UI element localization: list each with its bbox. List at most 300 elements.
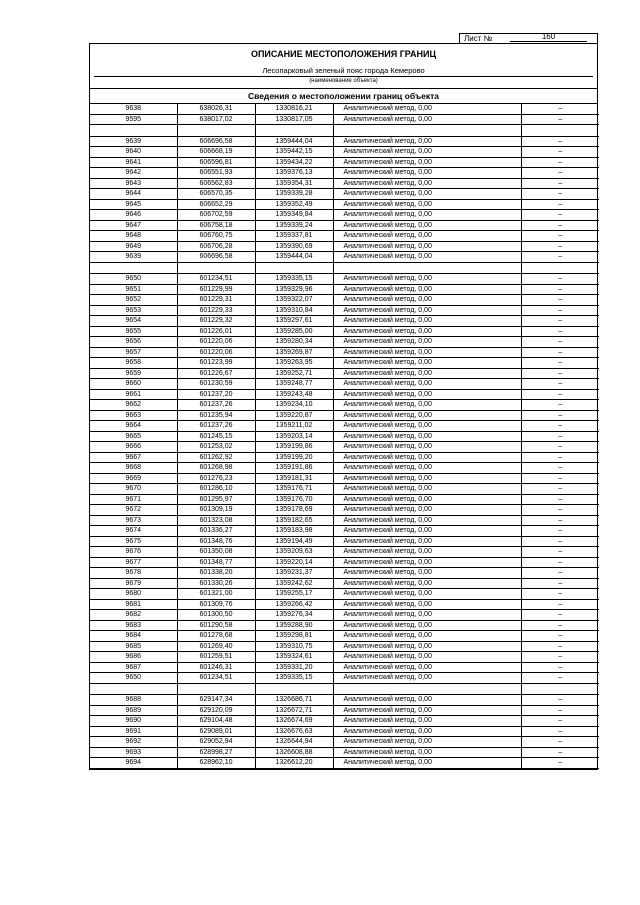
note-cell: – — [521, 347, 599, 358]
point-number-cell: 9689 — [90, 705, 177, 716]
note-cell: – — [521, 620, 599, 631]
x-coordinate-cell: 601229,31 — [177, 295, 255, 306]
table-row — [90, 631, 599, 642]
y-coordinate-cell: 1326608,88 — [255, 747, 333, 758]
x-coordinate-cell: 628962,10 — [177, 758, 255, 769]
note-cell: – — [521, 505, 599, 516]
point-number-cell: 9691 — [90, 726, 177, 737]
method-cell: Аналитический метод, 0,00 — [333, 241, 521, 252]
table-row — [90, 758, 599, 769]
point-number-cell: 9644 — [90, 189, 177, 200]
point-number-cell: 9694 — [90, 758, 177, 769]
note-cell: – — [521, 547, 599, 558]
x-coordinate-cell: 601229,99 — [177, 284, 255, 295]
x-coordinate-cell: 601226,67 — [177, 368, 255, 379]
point-number-cell: 9683 — [90, 620, 177, 631]
point-number-cell: 9657 — [90, 347, 177, 358]
table-row — [90, 104, 599, 114]
y-coordinate-cell: 1359176,70 — [255, 494, 333, 505]
method-cell: Аналитический метод, 0,00 — [333, 379, 521, 390]
table-row — [90, 673, 599, 684]
note-cell: – — [521, 641, 599, 652]
x-coordinate-cell: 601253,02 — [177, 442, 255, 453]
x-coordinate-cell: 629089,01 — [177, 726, 255, 737]
method-cell: Аналитический метод, 0,00 — [333, 557, 521, 568]
point-number-cell: 9654 — [90, 316, 177, 327]
x-coordinate-cell: 601223,99 — [177, 358, 255, 369]
y-coordinate-cell: 1359335,15 — [255, 274, 333, 285]
note-cell: – — [521, 484, 599, 495]
empty-cell — [177, 125, 255, 137]
point-number-cell: 9684 — [90, 631, 177, 642]
method-cell: Аналитический метод, 0,00 — [333, 147, 521, 158]
document-title: ОПИСАНИЕ МЕСТОПОЛОЖЕНИЯ ГРАНИЦ — [250, 49, 437, 59]
empty-cell — [521, 125, 599, 137]
point-number-cell: 9666 — [90, 442, 177, 453]
table-row — [90, 494, 599, 505]
note-cell: – — [521, 168, 599, 179]
note-cell: – — [521, 210, 599, 221]
section-subtitle: Сведения о местоположении границ объекта — [90, 88, 597, 104]
note-cell: – — [521, 631, 599, 642]
y-coordinate-cell: 1359269,87 — [255, 347, 333, 358]
empty-cell — [521, 262, 599, 274]
point-number-cell: 9650 — [90, 274, 177, 285]
note-cell: – — [521, 705, 599, 716]
table-row — [90, 652, 599, 663]
method-cell: Аналитический метод, 0,00 — [333, 358, 521, 369]
y-coordinate-cell: 1359248,77 — [255, 379, 333, 390]
separator-row — [90, 262, 599, 274]
point-number-cell: 9664 — [90, 421, 177, 432]
table-row — [90, 114, 599, 125]
y-coordinate-cell: 1359220,14 — [255, 557, 333, 568]
y-coordinate-cell: 1359354,31 — [255, 178, 333, 189]
table-row — [90, 620, 599, 631]
table-row — [90, 568, 599, 579]
y-coordinate-cell: 1359352,49 — [255, 199, 333, 210]
point-number-cell: 9693 — [90, 747, 177, 758]
empty-cell — [333, 683, 521, 695]
sheet-number-value: 160 — [510, 33, 587, 42]
method-cell: Аналитический метод, 0,00 — [333, 410, 521, 421]
x-coordinate-cell: 601348,76 — [177, 536, 255, 547]
table-row — [90, 284, 599, 295]
point-number-cell: 9651 — [90, 284, 177, 295]
table-row — [90, 379, 599, 390]
note-cell: – — [521, 274, 599, 285]
y-coordinate-cell: 1359266,42 — [255, 599, 333, 610]
x-coordinate-cell: 606696,58 — [177, 252, 255, 263]
note-cell: – — [521, 673, 599, 684]
method-cell: Аналитический метод, 0,00 — [333, 452, 521, 463]
note-cell: – — [521, 737, 599, 748]
note-cell: – — [521, 295, 599, 306]
y-coordinate-cell: 1359234,10 — [255, 400, 333, 411]
method-cell: Аналитический метод, 0,00 — [333, 104, 521, 114]
point-number-cell: 9670 — [90, 484, 177, 495]
table-row — [90, 705, 599, 716]
x-coordinate-cell: 601220,06 — [177, 347, 255, 358]
y-coordinate-cell: 1359183,98 — [255, 526, 333, 537]
point-number-cell: 9650 — [90, 673, 177, 684]
y-coordinate-cell: 1359442,15 — [255, 147, 333, 158]
x-coordinate-cell: 601309,76 — [177, 599, 255, 610]
x-coordinate-cell: 601230,59 — [177, 379, 255, 390]
y-coordinate-cell: 1359297,61 — [255, 316, 333, 327]
x-coordinate-cell: 629104,48 — [177, 716, 255, 727]
table-row — [90, 578, 599, 589]
x-coordinate-cell: 601259,51 — [177, 652, 255, 663]
point-number-cell: 9656 — [90, 337, 177, 348]
y-coordinate-cell: 1359181,31 — [255, 473, 333, 484]
x-coordinate-cell: 601237,26 — [177, 421, 255, 432]
table-row — [90, 421, 599, 432]
y-coordinate-cell: 1359243,48 — [255, 389, 333, 400]
method-cell: Аналитический метод, 0,00 — [333, 136, 521, 147]
empty-cell — [255, 262, 333, 274]
table-row — [90, 463, 599, 474]
y-coordinate-cell: 1359288,90 — [255, 620, 333, 631]
note-cell: – — [521, 421, 599, 432]
point-number-cell: 9640 — [90, 147, 177, 158]
point-number-cell: 9649 — [90, 241, 177, 252]
note-cell: – — [521, 568, 599, 579]
method-cell: Аналитический метод, 0,00 — [333, 316, 521, 327]
note-cell: – — [521, 389, 599, 400]
x-coordinate-cell: 601262,92 — [177, 452, 255, 463]
note-cell: – — [521, 400, 599, 411]
method-cell: Аналитический метод, 0,00 — [333, 673, 521, 684]
note-cell: – — [521, 599, 599, 610]
note-cell: – — [521, 358, 599, 369]
table-row — [90, 358, 599, 369]
method-cell: Аналитический метод, 0,00 — [333, 400, 521, 411]
y-coordinate-cell: 1326612,20 — [255, 758, 333, 769]
method-cell: Аналитический метод, 0,00 — [333, 589, 521, 600]
note-cell: – — [521, 231, 599, 242]
x-coordinate-cell: 601246,31 — [177, 662, 255, 673]
y-coordinate-cell: 1359199,20 — [255, 452, 333, 463]
empty-cell — [90, 683, 177, 695]
table-row — [90, 189, 599, 200]
table-row — [90, 473, 599, 484]
x-coordinate-cell: 606652,29 — [177, 199, 255, 210]
point-number-cell: 9688 — [90, 695, 177, 706]
x-coordinate-cell: 601286,10 — [177, 484, 255, 495]
point-number-cell: 9641 — [90, 157, 177, 168]
y-coordinate-cell: 1326686,71 — [255, 695, 333, 706]
method-cell: Аналитический метод, 0,00 — [333, 758, 521, 769]
point-number-cell: 9672 — [90, 505, 177, 516]
point-number-cell: 9643 — [90, 178, 177, 189]
point-number-cell: 9639 — [90, 136, 177, 147]
table-row — [90, 452, 599, 463]
table-row — [90, 274, 599, 285]
note-cell: – — [521, 326, 599, 337]
table-row — [90, 347, 599, 358]
table-row — [90, 557, 599, 568]
y-coordinate-cell: 1359182,65 — [255, 515, 333, 526]
note-cell: – — [521, 410, 599, 421]
method-cell: Аналитический метод, 0,00 — [333, 274, 521, 285]
x-coordinate-cell: 601323,08 — [177, 515, 255, 526]
x-coordinate-cell: 601321,00 — [177, 589, 255, 600]
note-cell: – — [521, 136, 599, 147]
table-row — [90, 737, 599, 748]
method-cell: Аналитический метод, 0,00 — [333, 536, 521, 547]
note-cell: – — [521, 662, 599, 673]
empty-cell — [177, 262, 255, 274]
table-row — [90, 726, 599, 737]
empty-cell — [90, 125, 177, 137]
method-cell: Аналитический метод, 0,00 — [333, 305, 521, 316]
note-cell: – — [521, 536, 599, 547]
point-number-cell: 9652 — [90, 295, 177, 306]
empty-cell — [333, 125, 521, 137]
method-cell: Аналитический метод, 0,00 — [333, 631, 521, 642]
note-cell: – — [521, 726, 599, 737]
point-number-cell: 9647 — [90, 220, 177, 231]
note-cell: – — [521, 241, 599, 252]
note-cell: – — [521, 305, 599, 316]
method-cell: Аналитический метод, 0,00 — [333, 610, 521, 621]
x-coordinate-cell: 601338,20 — [177, 568, 255, 579]
y-coordinate-cell: 1359276,34 — [255, 610, 333, 621]
note-cell: – — [521, 463, 599, 474]
note-cell: – — [521, 157, 599, 168]
y-coordinate-cell: 1359176,71 — [255, 484, 333, 495]
x-coordinate-cell: 606596,81 — [177, 157, 255, 168]
note-cell: – — [521, 189, 599, 200]
x-coordinate-cell: 601268,98 — [177, 463, 255, 474]
method-cell: Аналитический метод, 0,00 — [333, 168, 521, 179]
y-coordinate-cell: 1326676,63 — [255, 726, 333, 737]
point-number-cell: 9660 — [90, 379, 177, 390]
x-coordinate-cell: 601350,08 — [177, 547, 255, 558]
table-row — [90, 241, 599, 252]
x-coordinate-cell: 606706,28 — [177, 241, 255, 252]
note-cell: – — [521, 199, 599, 210]
note-cell: – — [521, 368, 599, 379]
table-row — [90, 536, 599, 547]
y-coordinate-cell: 1359298,81 — [255, 631, 333, 642]
point-number-cell: 9646 — [90, 210, 177, 221]
note-cell: – — [521, 442, 599, 453]
table-row — [90, 526, 599, 537]
note-cell: – — [521, 316, 599, 327]
note-cell: – — [521, 695, 599, 706]
table-row — [90, 316, 599, 327]
method-cell: Аналитический метод, 0,00 — [333, 695, 521, 706]
point-number-cell: 9686 — [90, 652, 177, 663]
y-coordinate-cell: 1359285,00 — [255, 326, 333, 337]
x-coordinate-cell: 601229,33 — [177, 305, 255, 316]
point-number-cell: 9642 — [90, 168, 177, 179]
note-cell: – — [521, 114, 599, 125]
x-coordinate-cell: 601245,15 — [177, 431, 255, 442]
table-row — [90, 442, 599, 453]
x-coordinate-cell: 601229,32 — [177, 316, 255, 327]
table-row — [90, 147, 599, 158]
point-number-cell: 9671 — [90, 494, 177, 505]
method-cell: Аналитический метод, 0,00 — [333, 578, 521, 589]
table-row — [90, 231, 599, 242]
method-cell: Аналитический метод, 0,00 — [333, 494, 521, 505]
x-coordinate-cell: 601336,27 — [177, 526, 255, 537]
point-number-cell: 9658 — [90, 358, 177, 369]
point-number-cell: 9669 — [90, 473, 177, 484]
y-coordinate-cell: 1359252,71 — [255, 368, 333, 379]
table-row — [90, 610, 599, 621]
y-coordinate-cell: 1330817,05 — [255, 114, 333, 125]
table-row — [90, 295, 599, 306]
y-coordinate-cell: 1359211,02 — [255, 421, 333, 432]
point-number-cell: 9659 — [90, 368, 177, 379]
point-number-cell: 9692 — [90, 737, 177, 748]
method-cell: Аналитический метод, 0,00 — [333, 157, 521, 168]
method-cell: Аналитический метод, 0,00 — [333, 620, 521, 631]
method-cell: Аналитический метод, 0,00 — [333, 484, 521, 495]
table-row — [90, 136, 599, 147]
point-number-cell: 9677 — [90, 557, 177, 568]
x-coordinate-cell: 629052,94 — [177, 737, 255, 748]
table-row — [90, 599, 599, 610]
object-name: Лесопарковый зеленый пояс города Кемерово — [94, 66, 593, 77]
point-number-cell: 9687 — [90, 662, 177, 673]
note-cell: – — [521, 337, 599, 348]
x-coordinate-cell: 601309,19 — [177, 505, 255, 516]
method-cell: Аналитический метод, 0,00 — [333, 473, 521, 484]
x-coordinate-cell: 606760,75 — [177, 231, 255, 242]
table-row — [90, 431, 599, 442]
coordinates-table — [90, 104, 599, 769]
x-coordinate-cell: 606758,18 — [177, 220, 255, 231]
method-cell: Аналитический метод, 0,00 — [333, 716, 521, 727]
table-row — [90, 410, 599, 421]
method-cell: Аналитический метод, 0,00 — [333, 347, 521, 358]
method-cell: Аналитический метод, 0,00 — [333, 652, 521, 663]
table-row — [90, 337, 599, 348]
y-coordinate-cell: 1359310,84 — [255, 305, 333, 316]
note-cell: – — [521, 716, 599, 727]
x-coordinate-cell: 606570,35 — [177, 189, 255, 200]
x-coordinate-cell: 601220,06 — [177, 337, 255, 348]
table-row — [90, 252, 599, 263]
method-cell: Аналитический метод, 0,00 — [333, 737, 521, 748]
method-cell: Аналитический метод, 0,00 — [333, 114, 521, 125]
table-row — [90, 199, 599, 210]
point-number-cell: 9665 — [90, 431, 177, 442]
x-coordinate-cell: 606668,19 — [177, 147, 255, 158]
x-coordinate-cell: 629120,09 — [177, 705, 255, 716]
note-cell: – — [521, 220, 599, 231]
note-cell: – — [521, 610, 599, 621]
y-coordinate-cell: 1359178,69 — [255, 505, 333, 516]
note-cell: – — [521, 515, 599, 526]
point-number-cell: 9661 — [90, 389, 177, 400]
x-coordinate-cell: 601290,58 — [177, 620, 255, 631]
note-cell: – — [521, 178, 599, 189]
x-coordinate-cell: 601300,50 — [177, 610, 255, 621]
y-coordinate-cell: 1359390,69 — [255, 241, 333, 252]
method-cell: Аналитический метод, 0,00 — [333, 515, 521, 526]
point-number-cell: 9685 — [90, 641, 177, 652]
y-coordinate-cell: 1359280,34 — [255, 337, 333, 348]
table-row — [90, 178, 599, 189]
y-coordinate-cell: 1359339,28 — [255, 189, 333, 200]
table-row — [90, 695, 599, 706]
y-coordinate-cell: 1359322,07 — [255, 295, 333, 306]
note-cell: – — [521, 758, 599, 769]
method-cell: Аналитический метод, 0,00 — [333, 463, 521, 474]
table-row — [90, 168, 599, 179]
method-cell: Аналитический метод, 0,00 — [333, 220, 521, 231]
table-row — [90, 662, 599, 673]
method-cell: Аналитический метод, 0,00 — [333, 326, 521, 337]
empty-cell — [333, 262, 521, 274]
y-coordinate-cell: 1359337,81 — [255, 231, 333, 242]
x-coordinate-cell: 601269,40 — [177, 641, 255, 652]
y-coordinate-cell: 1359191,86 — [255, 463, 333, 474]
x-coordinate-cell: 638026,31 — [177, 104, 255, 114]
y-coordinate-cell: 1359209,63 — [255, 547, 333, 558]
x-coordinate-cell: 606702,59 — [177, 210, 255, 221]
y-coordinate-cell: 1359220,87 — [255, 410, 333, 421]
point-number-cell: 9690 — [90, 716, 177, 727]
method-cell: Аналитический метод, 0,00 — [333, 442, 521, 453]
y-coordinate-cell: 1359339,24 — [255, 220, 333, 231]
method-cell: Аналитический метод, 0,00 — [333, 189, 521, 200]
y-coordinate-cell: 1359324,61 — [255, 652, 333, 663]
method-cell: Аналитический метод, 0,00 — [333, 284, 521, 295]
y-coordinate-cell: 1359242,62 — [255, 578, 333, 589]
y-coordinate-cell: 1326674,69 — [255, 716, 333, 727]
point-number-cell: 9663 — [90, 410, 177, 421]
x-coordinate-cell: 601278,68 — [177, 631, 255, 642]
point-number-cell: 9678 — [90, 568, 177, 579]
table-row — [90, 505, 599, 516]
x-coordinate-cell: 601330,26 — [177, 578, 255, 589]
table-row — [90, 515, 599, 526]
point-number-cell: 9675 — [90, 536, 177, 547]
y-coordinate-cell: 1359263,95 — [255, 358, 333, 369]
note-cell: – — [521, 557, 599, 568]
point-number-cell: 9667 — [90, 452, 177, 463]
y-coordinate-cell: 1359194,49 — [255, 536, 333, 547]
y-coordinate-cell: 1359231,37 — [255, 568, 333, 579]
point-number-cell: 9681 — [90, 599, 177, 610]
y-coordinate-cell: 1359255,17 — [255, 589, 333, 600]
x-coordinate-cell: 606696,58 — [177, 136, 255, 147]
x-coordinate-cell: 601295,97 — [177, 494, 255, 505]
point-number-cell: 9645 — [90, 199, 177, 210]
table-row — [90, 747, 599, 758]
empty-cell — [255, 125, 333, 137]
y-coordinate-cell: 1359376,13 — [255, 168, 333, 179]
method-cell: Аналитический метод, 0,00 — [333, 641, 521, 652]
x-coordinate-cell: 638017,02 — [177, 114, 255, 125]
empty-cell — [90, 262, 177, 274]
note-cell: – — [521, 104, 599, 114]
y-coordinate-cell: 1326672,71 — [255, 705, 333, 716]
table-row — [90, 220, 599, 231]
x-coordinate-cell: 601237,26 — [177, 400, 255, 411]
table-row — [90, 641, 599, 652]
x-coordinate-cell: 601348,77 — [177, 557, 255, 568]
table-row — [90, 368, 599, 379]
point-number-cell: 9648 — [90, 231, 177, 242]
